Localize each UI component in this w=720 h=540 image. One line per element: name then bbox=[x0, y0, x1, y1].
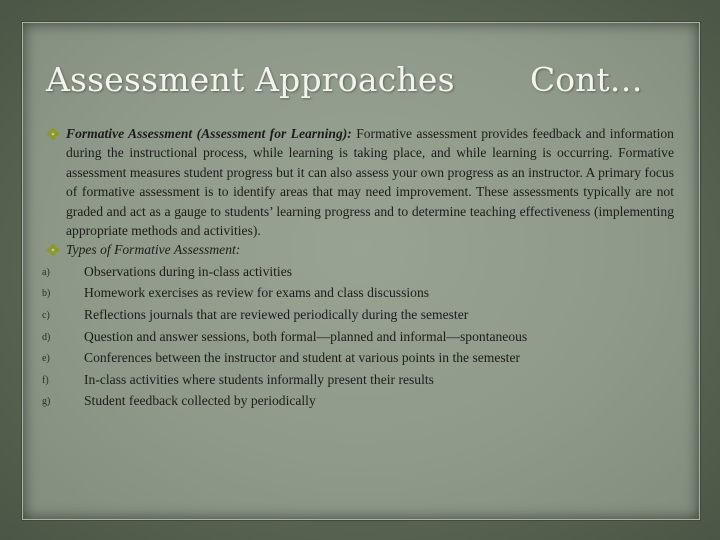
diamond-bullet-icon bbox=[46, 243, 60, 257]
list-item-letter: b) bbox=[42, 288, 51, 300]
list-item bbox=[42, 327, 674, 349]
list-item-letter: f) bbox=[42, 374, 49, 386]
bullet-formative-assessment bbox=[46, 124, 674, 240]
list-item-text: Reflections journals that are reviewed periodically during the semester bbox=[84, 307, 469, 323]
bullet-paragraph bbox=[66, 124, 674, 240]
slide-content bbox=[42, 124, 674, 413]
types-list bbox=[42, 262, 674, 413]
list-item-text: In-class activities where students informally present their results bbox=[84, 371, 434, 387]
list-item bbox=[42, 391, 674, 413]
list-item bbox=[42, 370, 674, 392]
diamond-bullet-icon bbox=[46, 127, 60, 141]
bullet-lead-formative: Formative Assessment (Assessment for Learning): bbox=[66, 126, 352, 141]
bullet-types-of-formative bbox=[46, 240, 674, 259]
slide-title-suffix: Cont… bbox=[530, 60, 643, 99]
list-item-text: Student feedback collected by periodically bbox=[84, 393, 316, 409]
list-item-text: Observations during in-class activities bbox=[84, 263, 293, 279]
list-item-text: Homework exercises as review for exams and class discussions bbox=[84, 285, 430, 301]
list-item-text: Question and answer sessions, both formal—planned and informal—spontaneous bbox=[84, 328, 528, 344]
list-item bbox=[42, 305, 674, 327]
list-item-letter: a) bbox=[42, 266, 50, 278]
list-item-letter: d) bbox=[42, 331, 51, 343]
list-item-letter: e) bbox=[42, 353, 50, 365]
bullet-lead-types: Types of Formative Assessment: bbox=[66, 242, 241, 258]
list-item bbox=[42, 283, 674, 305]
list-item-text: Conferences between the instructor and student at various points in the semester bbox=[84, 350, 521, 366]
list-item bbox=[42, 348, 674, 370]
list-item-letter: c) bbox=[42, 310, 50, 322]
list-item-letter: g) bbox=[42, 396, 51, 408]
title-row bbox=[46, 60, 666, 110]
list-item bbox=[42, 262, 674, 284]
bullet-body-formative: Formative assessment provides feedback and information during the instructional process, while learning is taking place, and while learning is occurring. Formative assessment measures student progress but it can also assess your own progress as an instructor. A primary focus of formative assessment is to identify areas that may need improvement. These assessments typically are not graded and act as a gauge to students’ learning progress and to determine teaching effectiveness (implementing appropriate methods and activities). bbox=[66, 126, 674, 239]
slide-title: Assessment Approaches bbox=[46, 60, 455, 99]
